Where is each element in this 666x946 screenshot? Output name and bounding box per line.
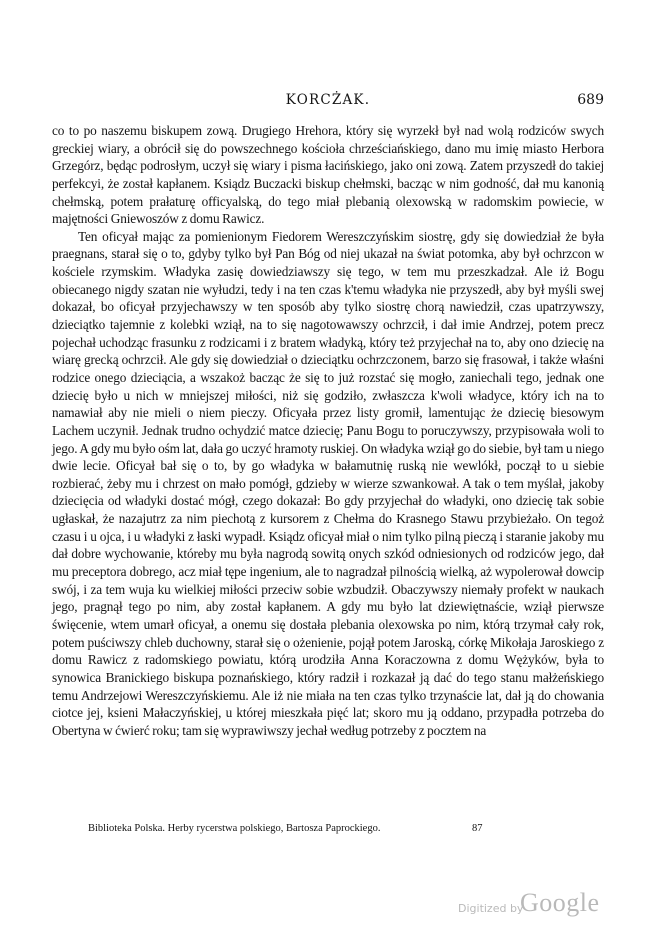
page-number: 689 [577, 92, 604, 108]
signature-mark: 87 [472, 823, 483, 834]
running-title: KORCŻAK. [285, 92, 371, 108]
paragraph-oficyal: Ten oficyał mając za pomienionym Fiedorem Wereszczyńskim siostrę, gdy się dowiedział że była praegnans, starał się o to, gdyby tylko był Pan Bóg od niej ukazał na świat potomka, aby był ochrzcon w kościele rzymskim. Władyka zasię dowiedziawszy się tego, w tem mu przeszkadzał. Ale iż Bogu obiecanego nigdy szatan nie wyłudzi, tedy i na ten czas k'temu władyka nie przyszedł, aby był myśli swej dokazał, bo oficyał przyjechawszy w ten sposób aby tylko siostrę chorą nawiedził, czas upatrzywszy, dzieciątko tajemnie z kolebki wziął, na to się nagotowawszy ochrzcił, i dał imie Andrzej, potem precz pojechał uchodząc frasunku z rodzicami i z bratem władyką, który też przyjechał na to, aby ono dziecię na wiarę grecką ochrzcił. Ale gdy się dowiedział o dzieciątku ochrzczonem, barzo się frasował, i także właśni rodzice onego dzieciącia, a wszakoż bacząc że się to już rozstać się mogło, zaniechali tego, jednak one dziecię było u nich w mniejszej miłości, niż się godziło, zwłaszcza k'woli władyce, który ich na to namawiał aby nie mieli o niem pieczy. Oficyała przez listy gromił, lamentując że dziecię biesowym Lachem uczynił. Jednak trudno ochydzić matce dziecię; Panu Bogu to poruczywszy, przypisowała woli to jego. A gdy mu było ośm lat, dała go uczyć hramoty ruskiej. On władyka wziął go do siebie, był tam u niego dwie lecie. Oficyał bał się o to, by go władyka w bałamutnię ruską nie wewlókł, począł to u siebie rozbierać, żeby mu i chrzest on mało pomógł, gdzieby w wierze szwankował. A tak o tem myślał, jakoby dziecięcia od władyki dostać mógł, czego dokazał: Bo gdy przyjechał do władyki, ono dziecię tak sobie ugłaskał, że nazajutrz za nim piechotą z kursorem z Chełma do Krasnego Stawu przybieżało. On tegoż czasu i u ojca, i u władyki z łaski wypadł. Ksiądz oficyał miał o nim tylko pilną pieczą i staranie jakoby mu dał dobre wychowanie, któreby mu była nagrodą sowitą onych szkód odniesionych od rodziców jego, dał mu preceptora dobrego, acz miał tępe ingenium, ale to nagradzał pilnością wielką, aż wypolerował dowcip swój, i za tem wuja ku wielkiej miłości przeciw sobie wzbudził. Obaczywszy niemały profekt w naukach jego, pragnął tego po nim, aby został kapłanem. A gdy mu było lat dziewiętnaście, wziął pierwsze święcenie, wtem umarł oficyał, a onemu się dostała plebania olexowska po nim, którą trzymał cały rok, potem puściwszy chleb duchowny, starał się o ożenienie, pojął potem Jaroską, córkę Mikołaja Jaroskiego z domu Rawicz z radomskiego powiatu, którą urodziła Anna Koraczowna z domu Wężyków, była to synowica Branickiego biskupa poznańskiego, który radził i rozkazał ją dać do tego stanu małżeńskiego temu Andrzejowi Wereszczyńskiemu. Ale iż nie miała na ten czas tylko trzynaście lat, dał ją do chowania ciotce jej, ksieni Małaczyńskiej, u której mieszkała pięć lat; skoro mu ją oddano, przypadła potrzeba do Obertyna w ćwierć roku; tam się wyprawiwszy jechał według potrzeby z pocztem na [52, 228, 604, 738]
paragraph-continuation: co to po naszemu biskupem zową. Drugiego Hrehora, który się wyrzekł był nad wolą rodziców swych greckiej wiary, a obrócił się do powszechnego kościoła chrześciańskiego, dano mu imię miasto Herbora Grzegórz, będąc podrosłym, uczył się wiary i pisma łacińskiego, jako oni zową. Zatem przyszedł do takiej perfekcyi, że został kapłanem. Ksiądz Buczacki biskup chełmski, bacząc w nim godność, dał mu kanonią chełmską, potem prałaturę officyalską, do tego miał plebanią olexowską w radomskim powiecie, w majętności Gniewoszów z domu Rawicz. [52, 123, 604, 227]
watermark-prefix: Digitized by [458, 902, 524, 915]
google-logo: Google [520, 888, 600, 917]
main-text [52, 122, 604, 739]
footer-source: Biblioteka Polska. Herby rycerstwa polskiego, Bartosza Paprockiego. [88, 823, 381, 834]
running-header [52, 92, 604, 112]
google-digitized-watermark [458, 888, 628, 922]
